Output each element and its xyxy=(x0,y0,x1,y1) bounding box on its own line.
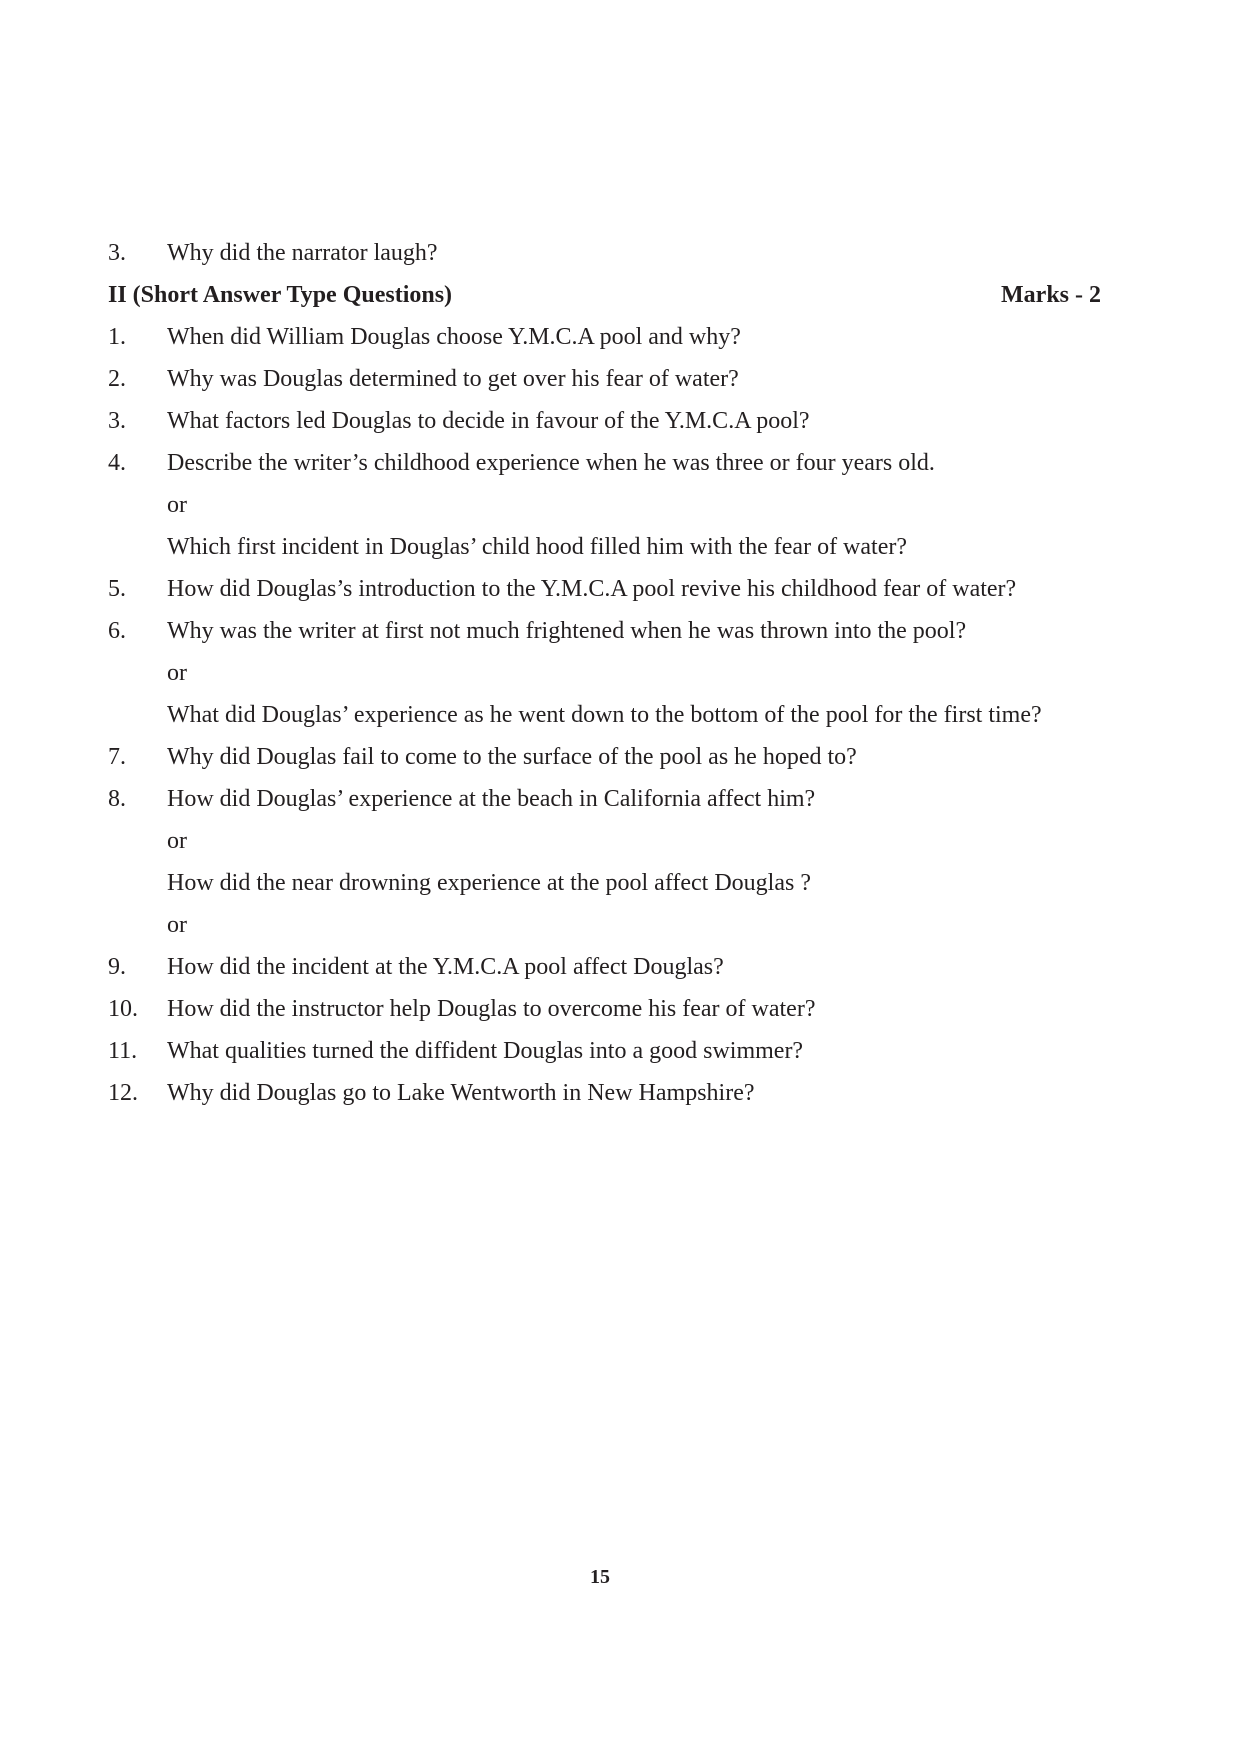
item-text: How did the near drowning experience at the pool affect Douglas ? xyxy=(167,870,811,896)
list-item-or xyxy=(108,652,1108,694)
list-item-alternative xyxy=(108,694,1108,736)
item-text: Which first incident in Douglas’ child hood filled him with the fear of water? xyxy=(167,534,908,560)
list-item-alternative xyxy=(108,526,1108,568)
list-item-or xyxy=(108,484,1108,526)
list-item-or xyxy=(108,904,1108,946)
item-text: or xyxy=(167,912,187,938)
page-number: 15 xyxy=(590,1566,610,1588)
item-text: Describe the writer’s childhood experience when he was three or four years old. xyxy=(167,450,935,476)
list-item xyxy=(108,1030,1108,1072)
item-number: 3. xyxy=(108,240,126,266)
item-number: 11. xyxy=(108,1038,138,1064)
item-text: or xyxy=(167,660,187,686)
item-text: How did the incident at the Y.M.C.A pool affect Douglas? xyxy=(167,954,724,980)
item-text: Why did Douglas fail to come to the surface of the pool as he hoped to? xyxy=(167,744,857,770)
item-number: 1. xyxy=(108,324,126,350)
list-item-alternative xyxy=(108,862,1108,904)
list-item xyxy=(108,778,1108,820)
list-item xyxy=(108,358,1108,400)
item-text: Why was the writer at first not much frightened when he was thrown into the pool? xyxy=(167,618,967,644)
item-text: What did Douglas’ experience as he went down to the bottom of the pool for the first time? xyxy=(167,702,1042,728)
item-number: 3. xyxy=(108,408,126,434)
item-number: 10. xyxy=(108,996,138,1022)
section-title: II (Short Answer Type Questions) xyxy=(108,282,453,308)
list-item xyxy=(108,400,1108,442)
list-item xyxy=(108,1072,1108,1114)
item-text: or xyxy=(167,492,187,518)
section-marks: Marks - 2 xyxy=(1001,282,1101,308)
item-number: 12. xyxy=(108,1080,138,1106)
item-text: How did the instructor help Douglas to overcome his fear of water? xyxy=(167,996,816,1022)
list-item xyxy=(108,232,1108,274)
item-number: 5. xyxy=(108,576,126,602)
item-text: Why was Douglas determined to get over his fear of water? xyxy=(167,366,739,392)
item-text: or xyxy=(167,828,187,854)
list-item xyxy=(108,610,1108,652)
item-text: What factors led Douglas to decide in favour of the Y.M.C.A pool? xyxy=(167,408,810,434)
list-item xyxy=(108,316,1108,358)
item-number: 9. xyxy=(108,954,126,980)
list-item-or xyxy=(108,820,1108,862)
list-item xyxy=(108,568,1108,610)
item-text: Why did the narrator laugh? xyxy=(167,240,438,266)
list-item xyxy=(108,442,1108,484)
item-number: 4. xyxy=(108,450,126,476)
item-text: How did Douglas’s introduction to the Y.M.C.A pool revive his childhood fear of water? xyxy=(167,576,1017,602)
item-text: When did William Douglas choose Y.M.C.A pool and why? xyxy=(167,324,741,350)
item-number: 6. xyxy=(108,618,126,644)
list-item xyxy=(108,736,1108,778)
section-heading xyxy=(108,274,1108,316)
item-number: 8. xyxy=(108,786,126,812)
list-item xyxy=(108,946,1108,988)
item-number: 7. xyxy=(108,744,126,770)
question-list xyxy=(108,232,1108,1114)
item-text: What qualities turned the diffident Douglas into a good swimmer? xyxy=(167,1038,804,1064)
list-item xyxy=(108,988,1108,1030)
item-text: How did Douglas’ experience at the beach in California affect him? xyxy=(167,786,816,812)
item-number: 2. xyxy=(108,366,126,392)
item-text: Why did Douglas go to Lake Wentworth in New Hampshire? xyxy=(167,1080,755,1106)
